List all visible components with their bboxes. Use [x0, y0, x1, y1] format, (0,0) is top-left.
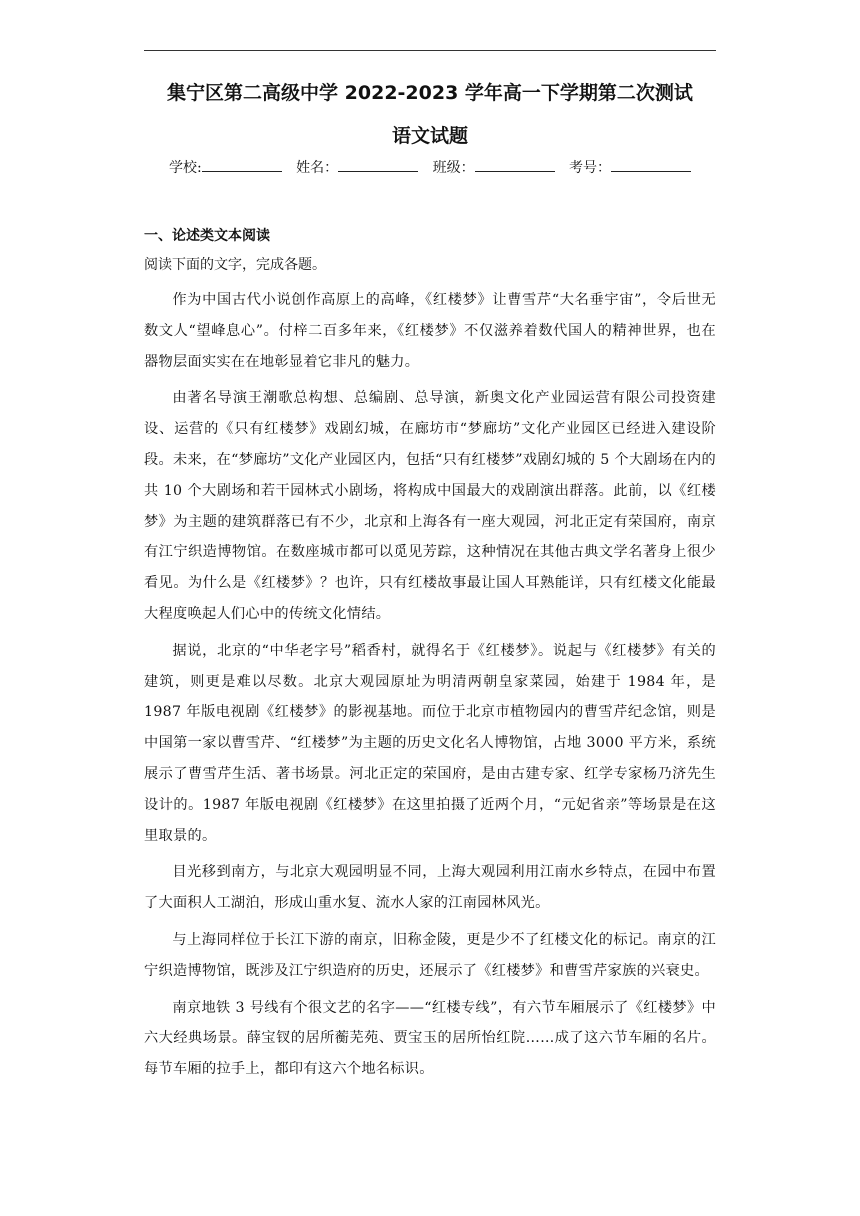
exam-subject-title: 语文试题	[391, 125, 468, 147]
article-paragraph: 目光移到南方，与北京大观园明显不同，上海大观园利用江南水乡特点，在园中布置了大面积人工湖泊，形成山重水复、流水人家的江南园林风光。	[144, 864, 716, 912]
article-paragraph: 作为中国古代小说创作高原上的高峰，《红楼梦》让曹雪芹“大名垂宇宙”，令后世无数文人“望峰息心”。付梓二百多年来，《红楼梦》不仅滋养着数代国人的精神世界，也在器物层面实实在在地彰显着它非凡的魅力。	[144, 292, 716, 370]
header-rule	[144, 50, 716, 51]
class-blank[interactable]	[475, 158, 555, 172]
reading-article	[144, 285, 716, 1091]
school-label: 学校:	[168, 160, 202, 176]
article-paragraph: 南京地铁 3 号线有个很文艺的名字——“红楼专线”，有六节车厢展示了《红楼梦》中六大经典场景。薛宝钗的居所蘅芜苑、贾宝玉的居所怡红院……成了这六节车厢的名片。每节车厢的拉手上，都印有这六个地名标识。	[144, 999, 716, 1078]
section-instruction: 阅读下面的文字，完成各题。	[144, 257, 326, 273]
article-paragraph: 与上海同样位于长江下游的南京，旧称金陵，更是少不了红楼文化的标记。南京的江宁织造博物馆，既涉及江宁织造府的历史，还展示了《红楼梦》和曹雪芹家族的兴衰史。	[144, 931, 716, 979]
class-label: 班级：	[432, 160, 475, 176]
article-paragraph: 据说，北京的“中华老字号”稻香村，就得名于《红楼梦》。说起与《红楼梦》有关的建筑，则更是难以尽数。北京大观园原址为明清两朝皇家菜园，始建于 1984 年，是 1987 年版电视剧《红楼梦》的影视基地。而位于北京市植物园内的曹雪芹纪念馆，则是中国第一家以曹雪芹、“红楼梦”为主题的历史文化名人博物馆，占地 3000 平方米，系统展示了曹雪芹生活、著书场景。河北正定的荣国府，是由古建专家、红学专家杨乃济先生设计的。1987 年版电视剧《红楼梦》在这里拍摄了近两个月，“元妃省亲”等场景是在这里取景的。	[144, 642, 716, 844]
section-heading: 一、论述类文本阅读	[144, 228, 270, 244]
exam-number-label: 考号：	[569, 160, 612, 176]
article-paragraph: 由著名导演王潮歌总构想、总编剧、总导演，新奥文化产业园运营有限公司投资建设、运营的《只有红楼梦》戏剧幻城，在廊坊市“梦廊坊”文化产业园区已经进入建设阶段。未来，在“梦廊坊”文化产业园区内，包括“只有红楼梦”戏剧幻城的 5 个大剧场在内的共 10 个大剧场和若干园林式小剧场，将构成中国最大的戏剧演出群落。此前，以《红楼梦》为主题的建筑群落已有不少，北京和上海各有一座大观园，河北正定有荣国府，南京有江宁织造博物馆。在数座城市都可以觅见芳踪，这种情况在其他古典文学名著身上很少看见。为什么是《红楼梦》？也许，只有红楼故事最让国人耳熟能详，只有红楼文化能最大程度唤起人们心中的传统文化情结。	[144, 390, 716, 622]
exam-number-blank[interactable]	[611, 158, 691, 172]
school-blank[interactable]	[202, 158, 282, 172]
name-blank[interactable]	[338, 158, 418, 172]
exam-title: 集宁区第二高级中学 2022-2023 学年高一下学期第二次测试	[167, 82, 693, 104]
student-info-row	[0, 157, 860, 177]
name-label: 姓名：	[296, 160, 339, 176]
